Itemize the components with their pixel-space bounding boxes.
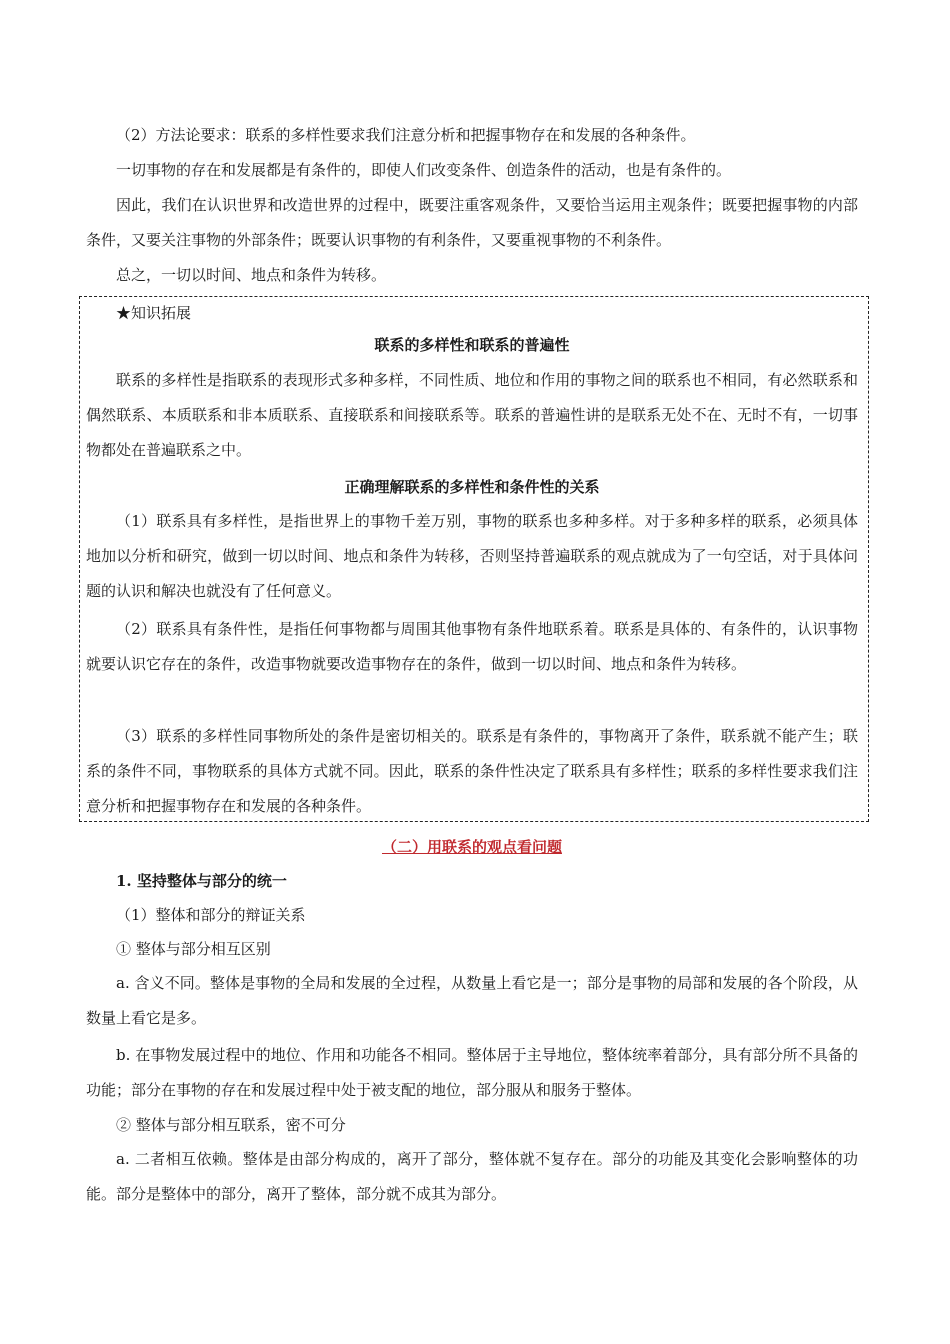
summary-paragraph: 总之，一切以时间、地点和条件为转移。 [116,266,387,284]
point-2-title: ② 整体与部分相互联系，密不可分 [116,1116,346,1134]
conditions-paragraph: 一切事物的存在和发展都是有条件的，即使人们改变条件、创造条件的活动，也是有条件的。 [116,161,732,179]
point-2-a: a. 二者相互依赖。整体是由部分构成的，离开了部分，整体就不复存在。部分的功能及其变化会影响整体的功能。部分是整体中的部分，离开了整体，部分就不成其为部分。 [86,1150,858,1203]
point-1-b: b. 在事物发展过程中的地位、作用和功能各不相同。整体居于主导地位，整体统率着部分，具有部分所不具备的功能；部分在事物的存在和发展过程中处于被支配的地位，部分服从和服务于整体。 [86,1046,858,1099]
section-heading [86,830,858,865]
extension-paragraph-1: （1）联系具有多样性，是指世界上的事物千差万别，事物的联系也多种多样。对于多种多样的联系，必须具体地加以分析和研究，做到一切以时间、地点和条件为转移，否则坚持普遍联系的观点就成为了一句空话，对于具体问题的认识和解决也就没有了任何意义。 [86,512,858,600]
extension-title-diversity-conditionality: 正确理解联系的多样性和条件性的关系 [344,478,600,496]
subsection-title: 1. 坚持整体与部分的统一 [116,872,287,890]
point-1-title: ① 整体与部分相互区别 [116,940,271,958]
extension-paragraph-3: （3）联系的多样性同事物所处的条件是密切相关的。联系是有条件的，事物离开了条件，联系就不能产生；联系的条件不同，事物联系的具体方式就不同。因此，联系的条件性决定了联系具有多样性；联系的多样性要求我们注意分析和把握事物存在和发展的各种条件。 [86,727,858,815]
extension-paragraph-2: （2）联系具有条件性，是指任何事物都与周围其他事物有条件地联系着。联系是具体的、有条件的，认识事物就要认识它存在的条件，改造事物就要改造事物存在的条件，做到一切以时间、地点和条件为转移。 [86,620,858,673]
subsection-item-title: （1）整体和部分的辩证关系 [116,906,306,924]
extension-paragraph-diversity: 联系的多样性是指联系的表现形式多种多样，不同性质、地位和作用的事物之间的联系也不相同，有必然联系和偶然联系、本质联系和非本质联系、直接联系和间接联系等。联系的普遍性讲的是联系无处不在、无时不有，一切事物都处在普遍联系之中。 [86,371,858,459]
section-heading-text: （二）用联系的观点看问题 [381,838,562,856]
point-1-a: a. 含义不同。整体是事物的全局和发展的全过程，从数量上看它是一；部分是事物的局部和发展的各个阶段，从数量上看它是多。 [86,974,858,1027]
methodology-paragraph: （2）方法论要求：联系的多样性要求我们注意分析和把握事物存在和发展的各种条件。 [116,126,696,144]
therefore-paragraph: 因此，我们在认识世界和改造世界的过程中，既要注重客观条件，又要恰当运用主观条件；既要把握事物的内部条件，又要关注事物的外部条件；既要认识事物的有利条件，又要重视事物的不利条件。 [86,196,858,249]
knowledge-extension-label: ★知识拓展 [116,304,192,322]
extension-title-diversity-universality: 联系的多样性和联系的普遍性 [374,336,570,354]
